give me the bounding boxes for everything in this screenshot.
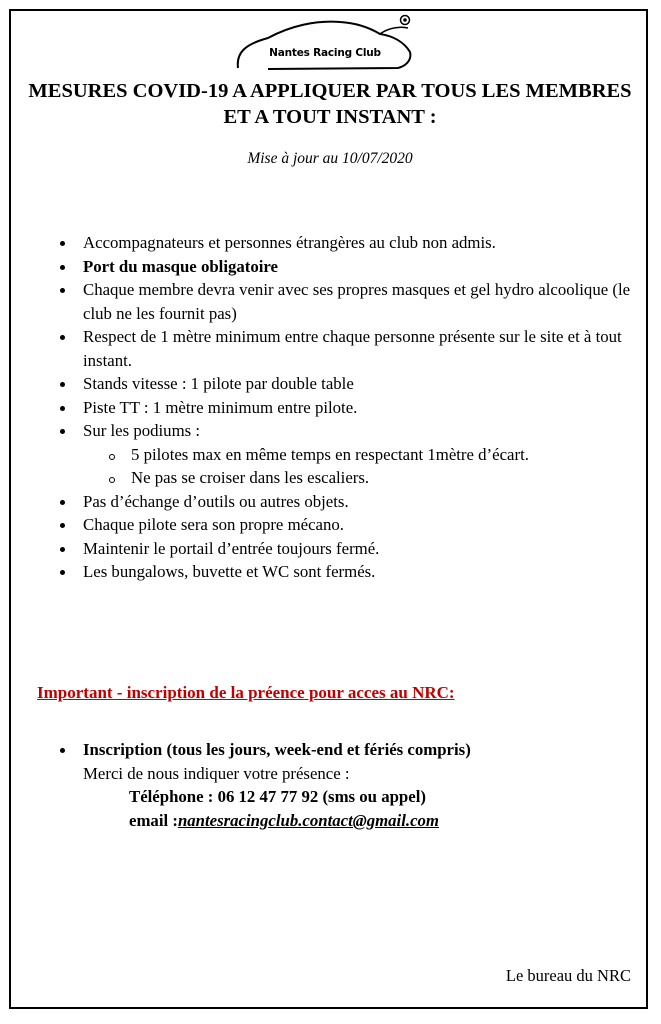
list-item: Stands vitesse : 1 pilote par double table (83, 372, 643, 396)
email-line (83, 809, 643, 833)
list-item: Port du masque obligatoire (83, 255, 643, 279)
inscription-item (83, 738, 643, 832)
list-item: Maintenir le portail d’entrée toujours fermé. (83, 537, 643, 561)
email-label: email : (129, 810, 178, 830)
email-link[interactable]: nantesracingclub.contact@gmail.com (177, 810, 439, 830)
list-item: Les bungalows, buvette et WC sont fermés. (83, 560, 643, 584)
inscription-intro: Merci de nous indiquer votre présence : (83, 763, 350, 783)
list-item: Piste TT : 1 mètre minimum entre pilote. (83, 396, 643, 420)
update-date: Mise à jour au 10/07/2020 (247, 150, 413, 167)
list-item-label: Sur les podiums : (83, 421, 201, 440)
list-item: Pas d’échange d’outils ou autres objets. (83, 490, 643, 514)
list-item: Respect de 1 mètre minimum entre chaque personne présente sur le site et à tout instant. (83, 325, 643, 372)
inscription-heading: Inscription (tous les jours, week-end et fériés compris) (83, 740, 471, 759)
list-item-podiums (83, 419, 643, 490)
list-item: Chaque membre devra venir avec ses propres masques et gel hydro alcoolique (le club ne les fournit pas) (83, 278, 643, 325)
sub-list-item: 5 pilotes max en même temps en respectant 1mètre d’écart. (131, 443, 643, 467)
inscription-list (83, 738, 643, 832)
sub-list-item: Ne pas se croiser dans les escaliers. (131, 466, 643, 490)
important-heading: Important - inscription de la préence pour acces au NRC: (37, 683, 455, 702)
rules-list (83, 231, 643, 584)
signature: Le bureau du NRC (505, 966, 631, 985)
page-title: MESURES COVID-19 A APPLIQUER PAR TOUS LES MEMBRES ET A TOUT INSTANT : (28, 80, 632, 128)
logo-text: Nantes Racing Club (269, 47, 381, 59)
phone-line: Téléphone : 06 12 47 77 92 (sms ou appel) (129, 787, 426, 806)
club-logo-icon (228, 12, 420, 72)
list-item: Accompagnateurs et personnes étrangères au club non admis. (83, 231, 643, 255)
podium-sublist (83, 443, 643, 490)
list-item: Chaque pilote sera son propre mécano. (83, 513, 643, 537)
